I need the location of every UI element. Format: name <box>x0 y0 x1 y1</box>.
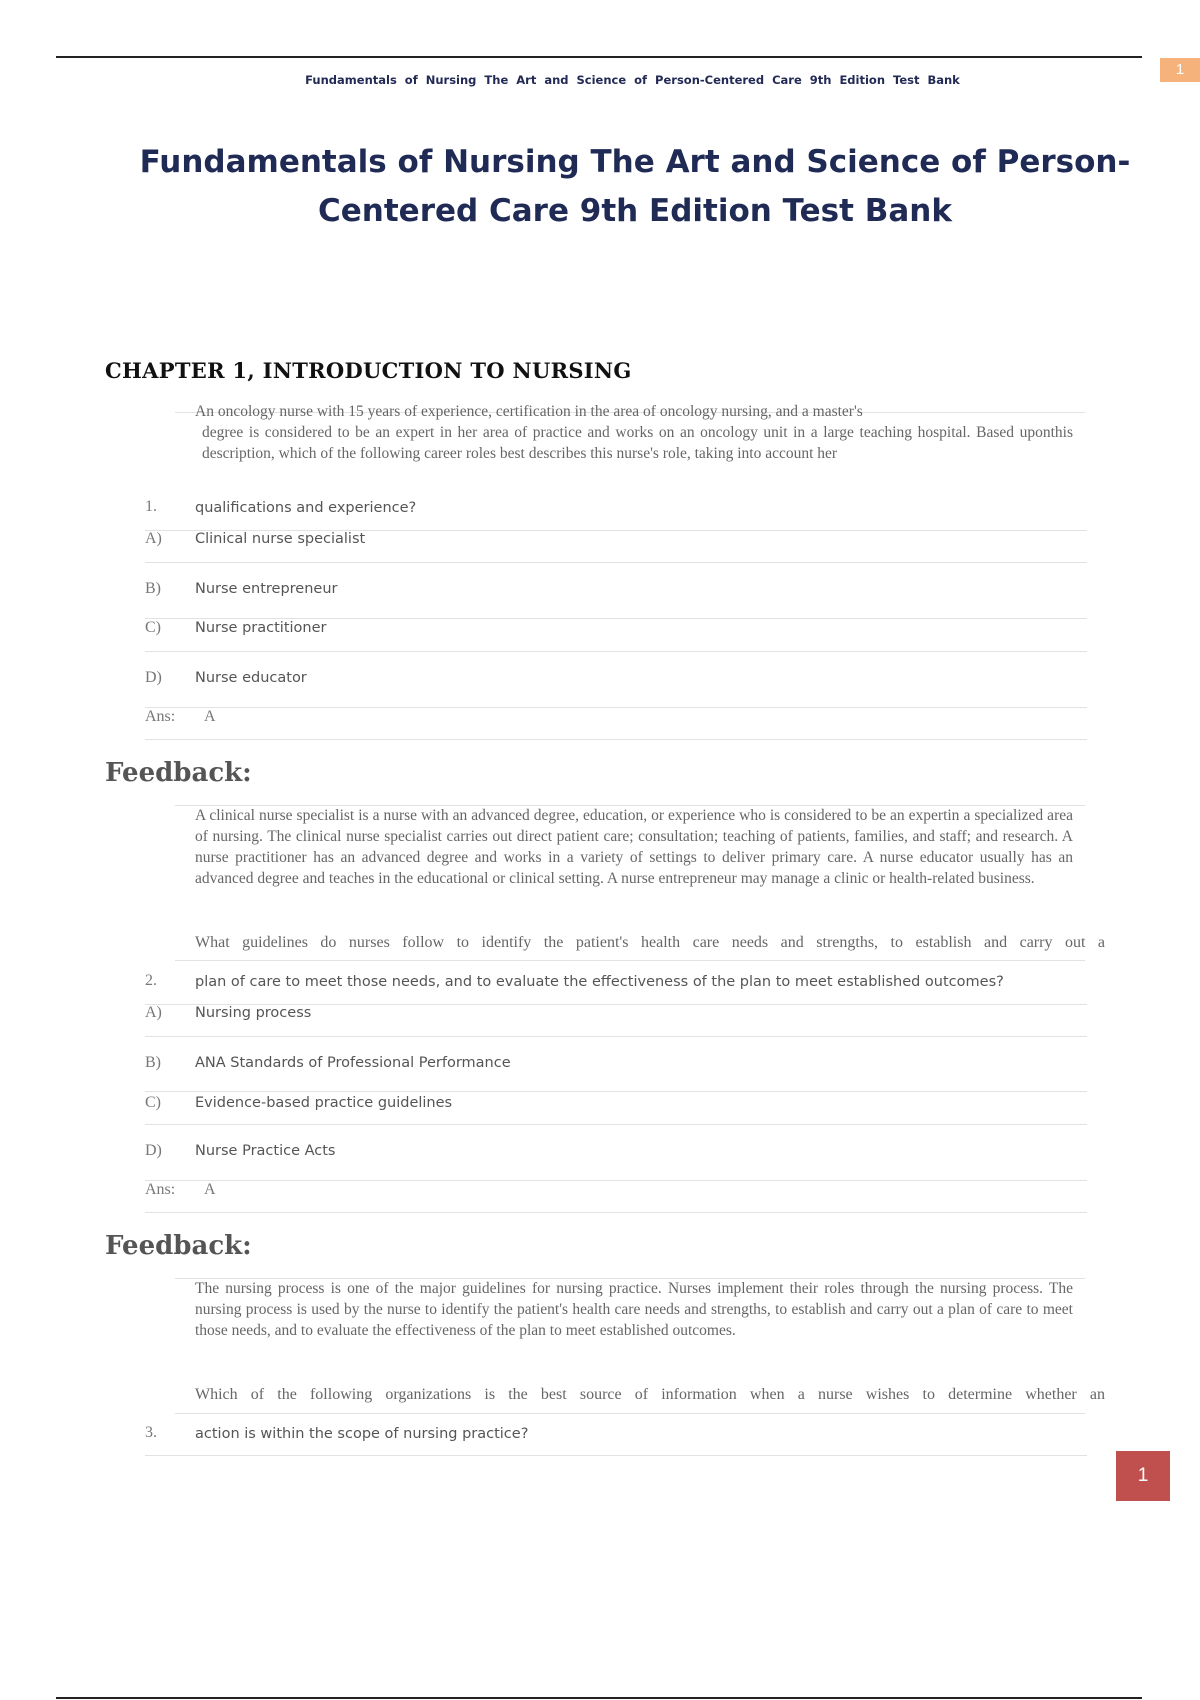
question-2-stem: What guidelines do nurses follow to identify the patient's health care needs and strengths, to establish and carry out a <box>195 934 1105 951</box>
row-divider <box>145 1180 1087 1181</box>
question-1-stem-rest: degree is considered to be an expert in her area of practice and works on an oncology unit in a large teaching hospital. Based uponthis description, which of the following career roles best describes this nurse's role, taking into account her <box>202 424 1073 462</box>
question-1-stem <box>195 401 1073 464</box>
row-divider <box>145 1455 1087 1456</box>
question-1-stem-line1: An oncology nurse with 15 years of experience, certification in the area of oncology nursing, and a master's <box>195 403 863 420</box>
row-divider <box>145 618 1087 619</box>
question-2-answer-label: Ans: <box>145 1181 176 1198</box>
row-divider <box>145 1212 1087 1213</box>
question-1-option-a-letter: A) <box>145 530 162 547</box>
row-divider <box>175 960 1085 961</box>
question-1-option-c-letter: C) <box>145 619 161 636</box>
question-1-option-d: Nurse educator <box>195 670 307 686</box>
question-3-text: action is within the scope of nursing practice? <box>195 1426 529 1442</box>
row-divider <box>145 1091 1087 1092</box>
question-1-option-a: Clinical nurse specialist <box>195 531 366 547</box>
chapter-heading: CHAPTER 1, INTRODUCTION TO NURSING <box>105 358 632 383</box>
footer-rule <box>56 1697 1142 1699</box>
question-1-option-b-letter: B) <box>145 580 161 597</box>
question-2-option-b: ANA Standards of Professional Performance <box>195 1055 511 1071</box>
question-2-option-a: Nursing process <box>195 1005 312 1021</box>
question-1-feedback: A clinical nurse specialist is a nurse with an advanced degree, education, or experience who is considered to be an expertin a specialized area of nursing. The clinical nurse specialist carries out direct patient care; consultation; teaching of patients, families, and staff; and research. A nurse practitioner has an advanced degree and works in a variety of settings to deliver primary care. A nurse educator usually has an advanced degree and teaches in the educational or clinical setting. A nurse entrepreneur may manage a clinic or health-related business. <box>195 807 1073 887</box>
question-2-option-a-letter: A) <box>145 1004 162 1021</box>
running-header: Fundamentals of Nursing The Art and Science of Person-Centered Care 9th Edition Test Bank <box>305 73 960 87</box>
corner-page-number: 1 <box>1160 58 1200 82</box>
question-1-option-b: Nurse entrepreneur <box>195 581 338 597</box>
question-2-number: 2. <box>145 972 157 989</box>
question-2-option-d-letter: D) <box>145 1142 162 1159</box>
header-rule <box>56 56 1142 58</box>
question-1-text: qualifications and experience? <box>195 500 417 516</box>
footer-page-number: 1 <box>1116 1451 1170 1501</box>
question-1-number: 1. <box>145 498 157 515</box>
question-2-feedback-heading: Feedback: <box>105 1231 252 1261</box>
question-1-option-d-letter: D) <box>145 669 162 686</box>
question-2-text: plan of care to meet those needs, and to evaluate the effectiveness of the plan to meet established outcomes? <box>195 974 1004 990</box>
question-1-option-c: Nurse practitioner <box>195 620 327 636</box>
question-1-answer: A <box>204 708 216 725</box>
question-2-option-c-letter: C) <box>145 1094 161 1111</box>
row-divider <box>175 1413 1085 1414</box>
question-2-option-d: Nurse Practice Acts <box>195 1143 336 1159</box>
row-divider <box>145 1124 1087 1125</box>
question-3-number: 3. <box>145 1424 157 1441</box>
question-3-stem: Which of the following organizations is the best source of information when a nurse wishes to determine whether an <box>195 1386 1105 1403</box>
row-divider <box>145 1036 1087 1037</box>
document-title: Fundamentals of Nursing The Art and Science of Person-Centered Care 9th Edition Test Bank <box>139 144 1131 229</box>
row-divider <box>145 707 1087 708</box>
row-divider <box>145 739 1087 740</box>
question-1-feedback-heading: Feedback: <box>105 758 252 788</box>
row-divider <box>145 562 1087 563</box>
row-divider <box>145 651 1087 652</box>
question-2-answer: A <box>204 1181 216 1198</box>
question-2-option-c: Evidence-based practice guidelines <box>195 1095 453 1111</box>
question-2-feedback: The nursing process is one of the major guidelines for nursing practice. Nurses implement their roles through the nursing process. The nursing process is used by the nurse to identify the patient's health care needs and strengths, to establish and carry out a plan of care to meet those needs, and to evaluate the effectiveness of the plan to meet established outcomes. <box>195 1280 1073 1339</box>
question-2-option-b-letter: B) <box>145 1054 161 1071</box>
question-1-answer-label: Ans: <box>145 708 176 725</box>
